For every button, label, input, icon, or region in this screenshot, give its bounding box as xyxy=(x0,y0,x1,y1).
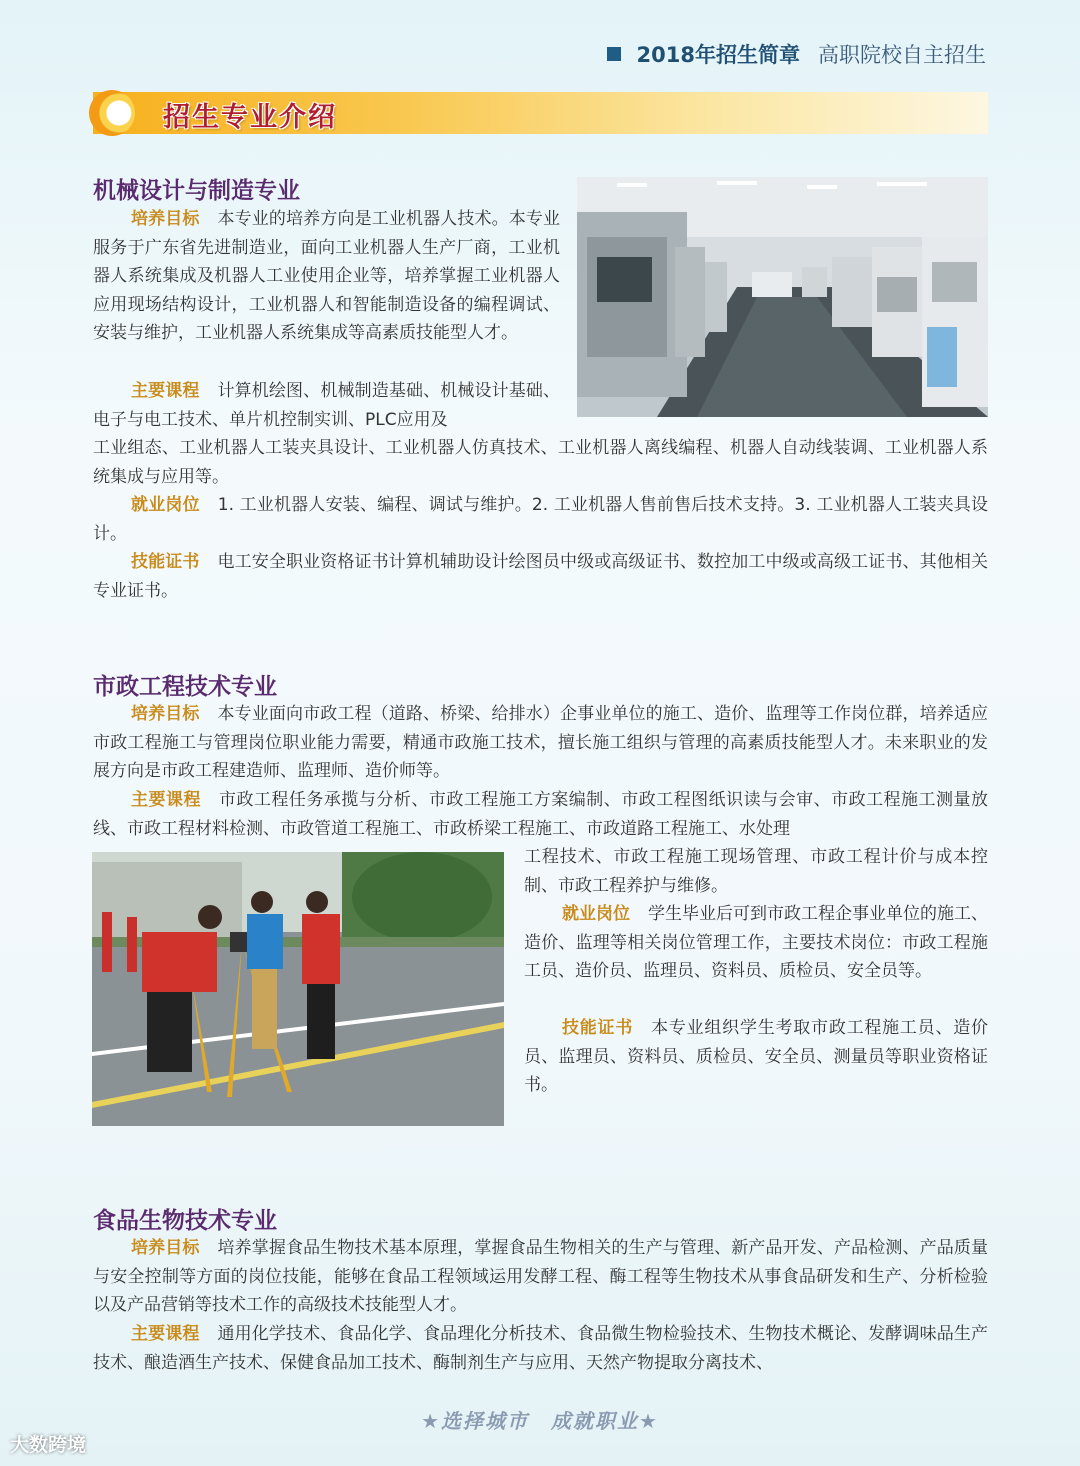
banner-circle-icon xyxy=(89,90,135,136)
food-goal-paragraph xyxy=(93,1234,988,1320)
goal-label: 培养目标 xyxy=(131,1238,200,1258)
municipal-course-continued: 工程技术、市政工程施工现场管理、市政工程计价与成本控制、市政工程养护与维修。 xyxy=(524,847,988,896)
food-course-text: 通用化学技术、食品化学、食品理化分析技术、食品微生物检验技术、生物技术概论、发酵调味品生产技术、酿造酒生产技术、保健食品加工技术、酶制剂生产与应用、天然产物提取分离技术、 xyxy=(93,1324,988,1373)
goal-label: 培养目标 xyxy=(131,704,200,724)
mechanical-goal-paragraph xyxy=(93,205,560,348)
header-square-icon xyxy=(607,47,621,61)
page-header xyxy=(607,38,986,70)
food-goal-text: 培养掌握食品生物技术基本原理，掌握食品生物相关的生产与管理、新产品开发、产品检测、产品质量与安全控制等方面的岗位技能，能够在食品工程领域运用发酵工程、酶工程等生物技术从事食品研发和生产、分析检验以及产品营销等技术工作的高级技术技能型人才。 xyxy=(93,1238,988,1315)
municipal-course-paragraph xyxy=(93,786,988,843)
goal-label: 培养目标 xyxy=(131,209,200,229)
section-title-food-bio: 食品生物技术专业 xyxy=(93,1208,277,1234)
food-course-paragraph xyxy=(93,1320,988,1377)
factory-photo xyxy=(577,177,988,417)
municipal-job-paragraph xyxy=(524,900,988,986)
mechanical-job-paragraph xyxy=(93,491,988,548)
mechanical-course-paragraph xyxy=(93,377,560,434)
mechanical-cert-paragraph xyxy=(93,548,988,605)
mechanical-course-text-line: 计算机绘图、机械制造基础、机械设计基础、电子与电工技术、单片机控制实训、PLC应用及 xyxy=(93,381,561,430)
section-title-municipal: 市政工程技术专业 xyxy=(93,674,277,700)
municipal-course-text-a: 市政工程任务承揽与分析、市政工程施工方案编制、市政工程图纸识读与会审、市政工程施工测量放线、市政工程材料检测、市政管道工程施工、市政桥梁工程施工、市政道路工程施工、水处理 xyxy=(93,790,989,839)
banner-title: 招生专业介绍 xyxy=(163,102,337,133)
cert-label: 技能证书 xyxy=(131,552,200,572)
municipal-goal-paragraph xyxy=(93,700,988,786)
survey-photo xyxy=(92,852,504,1126)
job-label: 就业岗位 xyxy=(562,904,630,924)
mechanical-job-text: 1. 工业机器人安装、编程、调试与维护。2. 工业机器人售前售后技术支持。3. 工业机器人工装夹具设计。 xyxy=(93,495,988,544)
job-label: 就业岗位 xyxy=(131,495,200,515)
mechanical-cert-text: 电工安全职业资格证书计算机辅助设计绘图员中级或高级证书、数控加工中级或高级工证书、其他相关专业证书。 xyxy=(93,552,988,601)
mechanical-goal-text: 本专业的培养方向是工业机器人技术。本专业服务于广东省先进制造业，面向工业机器人生产厂商，工业机器人系统集成及机器人工业使用企业等，培养掌握工业机器人应用现场结构设计，工业机器人和智能制造设备的编程调试、安装与维护，工业机器人系统集成等高素质技能型人才。 xyxy=(93,209,561,343)
municipal-job-text: 学生毕业后可到市政工程企事业单位的施工、造价、监理等相关岗位管理工作，主要技术岗位：市政工程施工员、造价员、监理员、资料员、质检员、安全员等。 xyxy=(524,904,988,981)
municipal-cert-paragraph xyxy=(524,1014,988,1100)
mechanical-course-continued: 工业组态、工业机器人工装夹具设计、工业机器人仿真技术、工业机器人离线编程、机器人自动线装调、工业机器人系统集成与应用等。 xyxy=(93,438,988,487)
header-subtitle: 高职院校自主招生 xyxy=(818,43,986,67)
section-banner xyxy=(93,92,988,134)
section-title-mechanical: 机械设计与制造专业 xyxy=(93,178,300,204)
watermark-logo: 大数跨境 xyxy=(10,1434,87,1456)
municipal-cert-text: 本专业组织学生考取市政工程施工员、造价员、监理员、资料员、质检员、安全员、测量员等职业资格证书。 xyxy=(524,1018,989,1095)
course-label: 主要课程 xyxy=(131,790,201,810)
header-year-title: 2018年招生简章 xyxy=(636,43,800,67)
course-label: 主要课程 xyxy=(131,381,200,401)
cert-label: 技能证书 xyxy=(562,1018,634,1038)
municipal-goal-text: 本专业面向市政工程（道路、桥梁、给排水）企事业单位的施工、造价、监理等工作岗位群，培养适应市政工程施工与管理岗位职业能力需要，精通市政施工技术，擅长施工组织与管理的高素质技能型人才。未来职业的发展方向是市政工程建造师、监理师、造价师等。 xyxy=(93,704,988,781)
footer-slogan: ★选择城市 成就职业★ xyxy=(421,1409,659,1433)
course-label: 主要课程 xyxy=(131,1324,200,1344)
